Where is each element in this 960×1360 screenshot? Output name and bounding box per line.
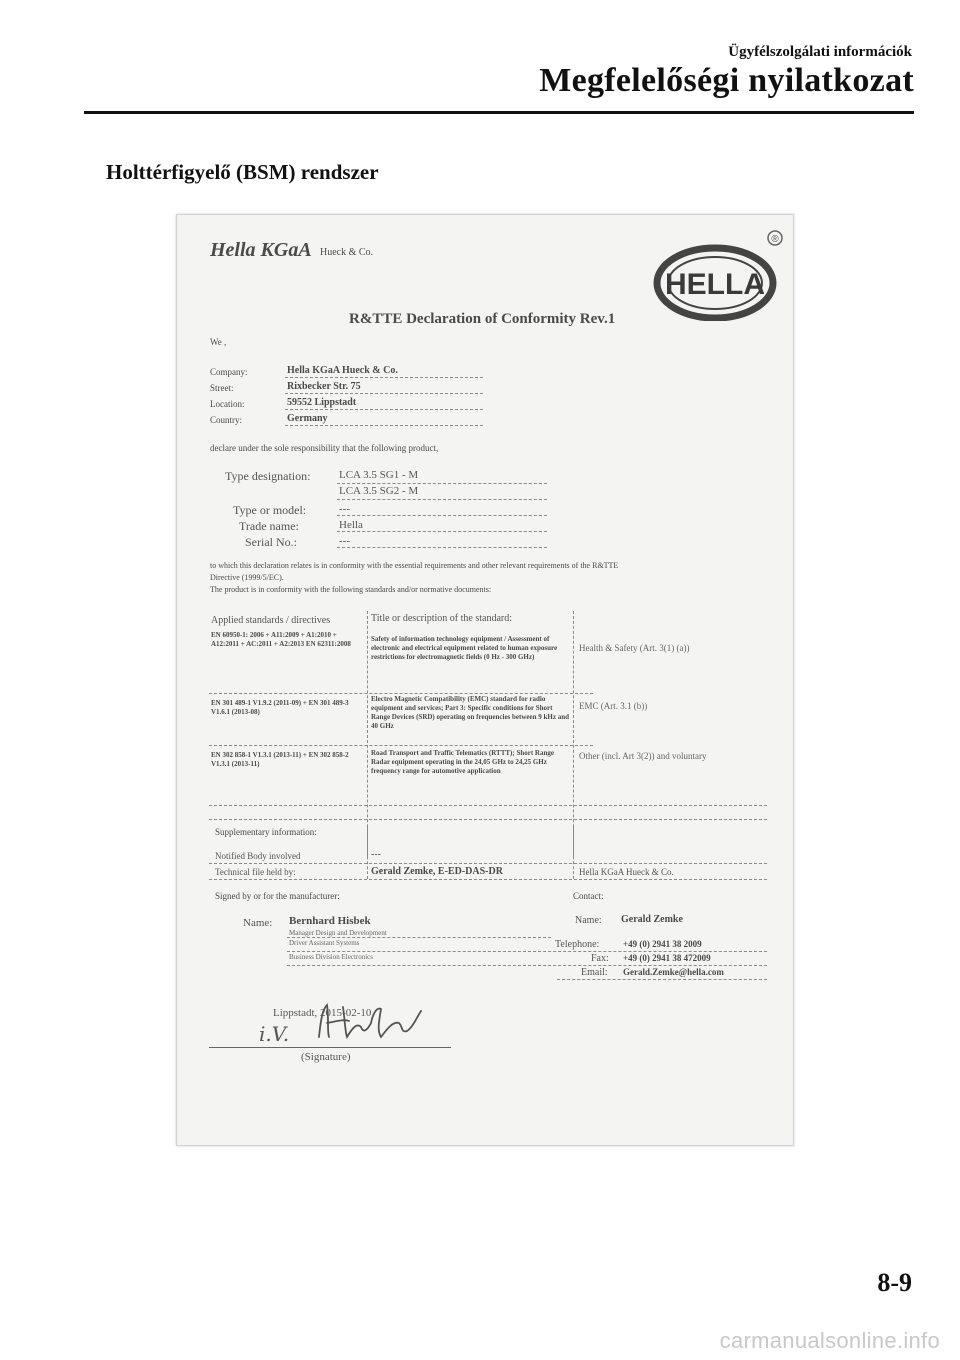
page-number: 8-9 — [877, 1268, 912, 1297]
conformity-text-1: to which this declaration relates is in conformity with the essential requirements and other relevant requirements of the R&TTE — [210, 561, 619, 570]
table-row-1-standards: EN 60950-1: 2006 + A11:2009 + A1:2010 + A12:2011 + AC:2011 + A2:2013 EN 62311:2008 — [211, 631, 351, 648]
conformity-text-2: Directive (1999/5/EC). — [210, 573, 284, 582]
company-label: Company: — [210, 367, 248, 377]
hella-logo-icon — [653, 229, 785, 321]
technical-file-company: Hella KGaA Hueck & Co. — [579, 867, 674, 877]
technical-file-label: Technical file held by: — [215, 867, 296, 877]
email-value: Gerald.Zemke@hella.com — [623, 967, 724, 977]
email-label: Email: — [581, 967, 608, 978]
type-designation-label: Type designation: — [225, 469, 311, 483]
table-row-1-category: Health & Safety (Art. 3(1) (a)) — [579, 643, 690, 653]
place-date: Lippstadt, 2015-02-10 — [273, 1007, 372, 1019]
signer-role-3: Business Division Electronics — [289, 953, 373, 961]
signed-by-label: Signed by or for the manufacturer: — [215, 891, 340, 901]
supplementary-label: Supplementary information: — [215, 827, 317, 837]
type-designation-value-1: LCA 3.5 SG1 - M — [339, 469, 419, 481]
contact-name: Gerald Zemke — [621, 914, 683, 925]
trade-name-label: Trade name: — [239, 519, 299, 533]
company-wordmark: Hella KGaA — [210, 239, 312, 261]
header-rule — [84, 111, 914, 114]
table-header-standards: Applied standards / directives — [211, 615, 331, 626]
chapter-subtitle: Ügyfélszolgálati információk — [728, 44, 912, 60]
signature-scribble — [257, 997, 447, 1047]
notified-body-value: --- — [371, 849, 381, 860]
contact-name-label: Name: — [575, 915, 602, 926]
table-row-1-title: Safety of information technology equipment / Assessment of electronic and electrical equipment related to human exposure restrictions for electromagnetic fields (0 Hz - 300 GHz) — [371, 635, 558, 661]
location-value: 59552 Lippstadt — [287, 397, 357, 408]
conformity-text-3: The product is in conformity with the following standards and/or normative documents: — [210, 585, 492, 594]
company-wordmark-sub: Hueck & Co. — [320, 247, 374, 258]
signer-role-2: Driver Assistant Systems — [289, 939, 360, 947]
type-model-value: --- — [339, 503, 350, 515]
chapter-title: Megfelelőségi nyilatkozat — [539, 62, 914, 99]
we-label: We , — [210, 337, 227, 347]
contact-label: Contact: — [573, 891, 604, 901]
table-row-2-category: EMC (Art. 3.1 (b)) — [579, 701, 648, 711]
table-row-2-title: Electro Magnetic Compatibility (EMC) standard for radio equipment and services; Part 3: Specific conditions for Short Range Devices (SRD) operating on frequencies between 9 kHz and 40 GHz — [371, 695, 569, 730]
declaration-title: R&TTE Declaration of Conformity Rev.1 — [349, 311, 616, 327]
company-value: Hella KGaA Hueck & Co. — [287, 365, 398, 376]
table-row-3-standards: EN 302 858-1 V1.3.1 (2013-11) + EN 302 858-2 V1.3.1 (2013-11) — [211, 751, 349, 768]
section-title: Holttérfigyelő (BSM) rendszer — [106, 160, 379, 184]
type-model-label: Type or model: — [233, 503, 307, 517]
serial-no-label: Serial No.: — [245, 535, 297, 549]
signature-line — [209, 1047, 451, 1048]
type-designation-value-2: LCA 3.5 SG2 - M — [339, 485, 419, 497]
trade-name-value: Hella — [339, 519, 363, 531]
signer-name-label: Name: — [243, 917, 273, 929]
location-label: Location: — [210, 399, 245, 409]
fax-label: Fax: — [591, 953, 609, 964]
registered-mark: ® — [771, 234, 779, 245]
table-header-title: Title or description of the standard: — [371, 613, 512, 624]
telephone-value: +49 (0) 2941 38 2009 — [623, 939, 702, 949]
certificate-scan — [176, 214, 794, 1146]
signer-role-1: Manager Design and Development — [289, 929, 387, 937]
country-label: Country: — [210, 415, 243, 425]
technical-file-value: Gerald Zemke, E-ED-DAS-DR — [371, 866, 503, 877]
notified-body-label: Notified Body involved — [215, 851, 301, 861]
signature-prefix: i.V. — [259, 1022, 290, 1046]
signature-label: (Signature) — [301, 1051, 351, 1063]
street-value: Rixbecker Str. 75 — [287, 381, 361, 392]
table-row-3-title: Road Transport and Traffic Telematics (RTTT); Short Range Radar equipment operating in the 24,05 GHz to 24,25 GHz frequency range for automotive application — [371, 749, 554, 775]
serial-no-value: --- — [339, 535, 350, 547]
telephone-label: Telephone: — [555, 939, 600, 950]
declare-text: declare under the sole responsibility that the following product, — [210, 443, 439, 453]
street-label: Street: — [210, 383, 234, 393]
fax-value: +49 (0) 2941 38 472009 — [623, 953, 711, 963]
signer-name: Bernhard Hisbek — [289, 915, 371, 927]
logo-text: HELLA — [665, 268, 765, 301]
site-watermark: carmanualsonline.info — [719, 1328, 940, 1353]
table-row-2-standards: EN 301 489-1 V1.9.2 (2011-09) + EN 301 489-3 V1.6.1 (2013-08) — [211, 699, 349, 716]
country-value: Germany — [287, 413, 328, 424]
table-row-3-category: Other (incl. Art 3(2)) and voluntary — [579, 751, 707, 761]
